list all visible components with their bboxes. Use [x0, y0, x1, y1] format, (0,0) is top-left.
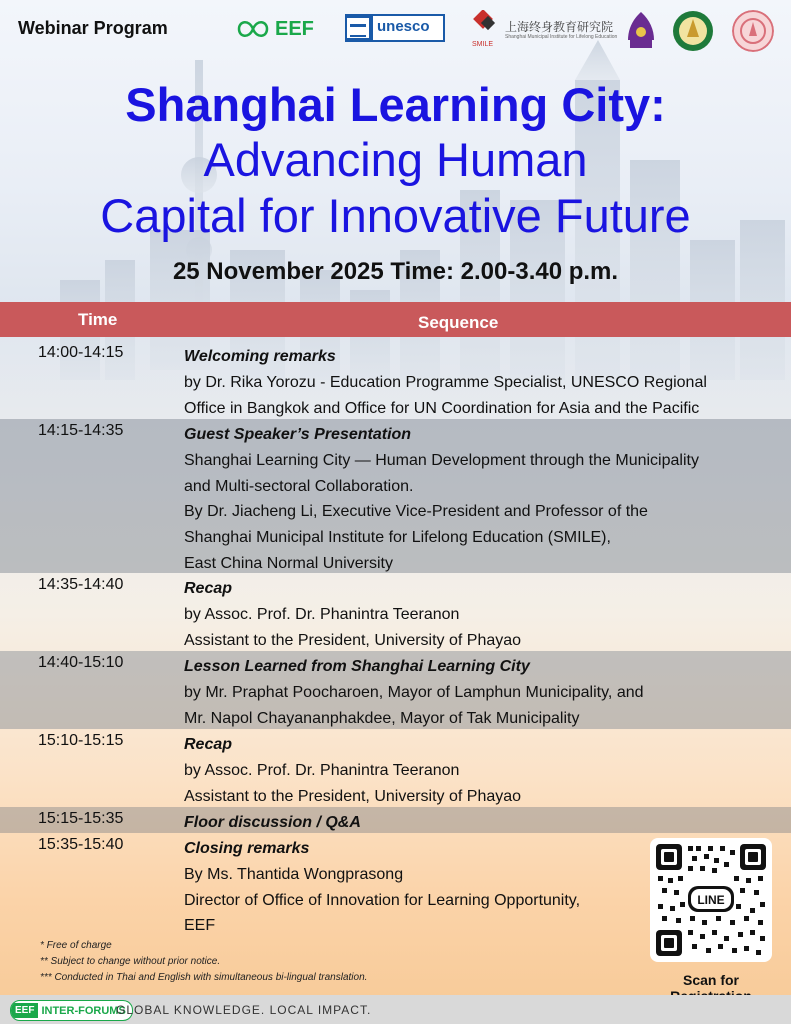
row-time: 14:40-15:10: [38, 654, 124, 671]
header-time: Time: [78, 310, 118, 329]
row-line: by Dr. Rika Yorozu - Education Programme Specialist, UNESCO Regional: [184, 373, 707, 391]
row-line: Director of Office of Innovation for Learning Opportunity,: [184, 891, 581, 909]
row-line: by Mr. Praphat Poocharoen, Mayor of Lamphun Municipality, and: [184, 683, 644, 701]
schedule-row-guest-speaker: [0, 419, 791, 573]
qr-caption: Scan for: [682, 972, 739, 988]
footnote: *** Conducted in Thai and English with simultaneous bi-lingual translation.: [40, 972, 368, 983]
schedule-table-header: [0, 302, 791, 337]
row-line: Assistant to the President, University of Phayao: [184, 787, 522, 805]
row-line: and Multi-sectoral Collaboration.: [184, 477, 414, 495]
row-time: 15:15-15:35: [38, 810, 124, 827]
title-block: [0, 78, 791, 244]
row-content: [184, 732, 521, 809]
title-line-3: Capital for Innovative Future: [100, 189, 691, 242]
row-line: by Assoc. Prof. Dr. Phanintra Teeranon: [184, 761, 460, 779]
line-logo-text: LINE: [697, 893, 725, 907]
row-time: 14:35-14:40: [38, 576, 124, 593]
badge-eef: EEF: [11, 1003, 38, 1018]
title-line-2: Advancing Human: [203, 133, 588, 186]
row-line: by Assoc. Prof. Dr. Phanintra Teeranon: [184, 605, 460, 623]
badge-inter-forums: INTER-FORUMS: [41, 1004, 126, 1017]
header-sequence: Sequence: [418, 313, 499, 332]
partner-logos: [235, 8, 791, 58]
row-line: East China Normal University: [184, 554, 393, 572]
schedule-row-lesson-learned: [0, 651, 791, 729]
unesco-logo: [345, 14, 445, 42]
row-time: 15:35-15:40: [38, 836, 124, 853]
unesco-logo-text: unesco: [373, 16, 443, 40]
row-content: [184, 836, 580, 939]
smile-chinese-name: 上海终身教育研究院: [505, 20, 614, 34]
university-of-phayao-seal: [620, 10, 662, 52]
smile-english-name: Shanghai Municipal Institute for Lifelong Education: [505, 34, 618, 40]
row-content: [184, 422, 699, 577]
date-time-line: 25 November 2025 Time: 2.00-3.40 p.m.: [172, 258, 619, 285]
footnote: * Free of charge: [40, 940, 112, 951]
footnotes: [40, 938, 367, 986]
row-content: [184, 576, 521, 653]
row-title: Recap: [184, 736, 233, 753]
row-title: Lesson Learned from Shanghai Learning City: [184, 658, 530, 675]
schedule-row-recap-1: [0, 573, 791, 651]
row-title: Guest Speaker’s Presentation: [184, 426, 412, 443]
row-time: 14:15-14:35: [38, 422, 124, 439]
tak-municipality-seal: [732, 10, 774, 52]
row-line: By Ms. Thantida Wongprasong: [184, 865, 404, 883]
row-line: Mr. Napol Chayananphakdee, Mayor of Tak Municipality: [184, 709, 580, 727]
row-time: 14:00-14:15: [38, 344, 124, 361]
qr-code-icon: [654, 842, 768, 958]
footer-tagline: GLOBAL KNOWLEDGE. LOCAL IMPACT.: [116, 1003, 372, 1017]
schedule-row-recap-2: [0, 729, 791, 807]
row-time: 15:10-15:15: [38, 732, 124, 749]
title-line-1: Shanghai Learning City:: [125, 78, 666, 131]
row-content: [184, 654, 644, 731]
lamphun-municipality-seal: [672, 10, 714, 52]
schedule-row-welcoming: [0, 341, 791, 419]
registration-qr-code[interactable]: [650, 838, 772, 962]
row-line: By Dr. Jiacheng Li, Executive Vice-President and Professor of the: [184, 503, 648, 521]
row-title: Closing remarks: [184, 840, 310, 857]
row-content: [184, 810, 361, 836]
footnote: ** Subject to change without prior notice.: [40, 956, 221, 967]
smile-mark-icon: [471, 10, 501, 48]
row-title: Floor discussion / Q&A: [184, 814, 361, 831]
row-title: Welcoming remarks: [184, 348, 336, 365]
row-line: Office in Bangkok and Office for UN Coordination for Asia and the Pacific: [184, 399, 700, 417]
smile-mark-text: SMILE: [472, 41, 494, 48]
eef-leaf-icon: [235, 17, 271, 41]
row-content: [184, 344, 707, 421]
smile-logo: [471, 10, 618, 50]
footer-bar: [0, 995, 791, 1024]
row-line: EEF: [184, 917, 216, 935]
eef-inter-forums-badge: [10, 1000, 133, 1021]
eef-logo-text: EEF: [275, 17, 314, 40]
unesco-temple-icon: [347, 18, 369, 38]
row-line: Shanghai Municipal Institute for Lifelong Education (SMILE),: [184, 529, 611, 547]
eef-logo: [235, 14, 325, 44]
schedule-row-floor-discussion: [0, 807, 791, 833]
row-line: Shanghai Learning City — Human Development through the Municipality: [184, 451, 699, 469]
webinar-program-label: Webinar Program: [18, 18, 168, 38]
row-title: Recap: [184, 580, 233, 597]
row-line: Assistant to the President, University of Phayao: [184, 631, 522, 649]
